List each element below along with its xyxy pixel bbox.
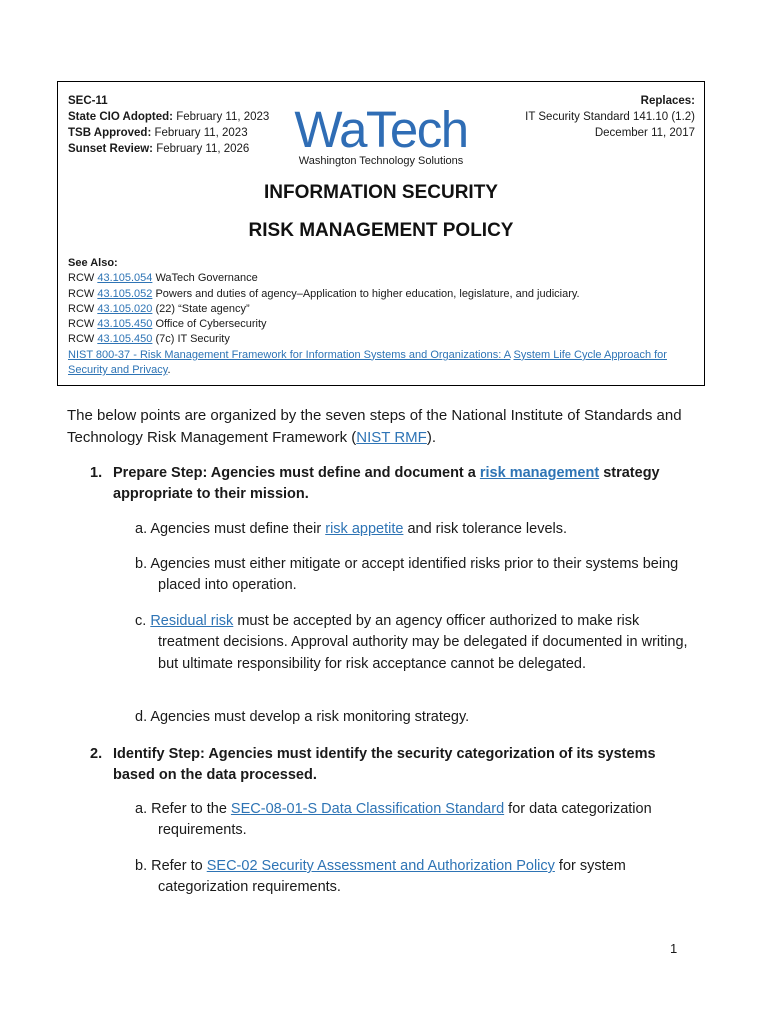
page-title: INFORMATION SECURITY — [264, 182, 498, 203]
step-number: 1. — [90, 465, 103, 481]
replaces-block — [525, 93, 695, 141]
page-subtitle: RISK MANAGEMENT POLICY — [248, 220, 514, 241]
rcw-link[interactable]: 43.105.020 — [97, 302, 153, 315]
replaces-standard: IT Security Standard 141.10 (1.2) — [525, 111, 695, 123]
policy-meta — [68, 93, 269, 157]
rcw-link[interactable]: 43.105.450 — [97, 333, 153, 346]
meta-policy-id: SEC-11 — [68, 95, 108, 107]
replaces-date: December 11, 2017 — [594, 127, 695, 139]
list-item: b. Agencies must either mitigate or accept identified risks prior to their systems being placed into operation. — [135, 556, 679, 594]
watech-logo — [288, 101, 474, 168]
step-number: 2. — [90, 746, 103, 762]
list-item: a. Agencies must define their risk appetite and risk tolerance levels. — [135, 521, 568, 537]
rcw-link[interactable]: 43.105.054 — [97, 272, 153, 285]
see-also-item: RCW 43.105.020 (22) “State agency” — [68, 302, 250, 315]
page-number: 1 — [670, 941, 678, 956]
see-also-heading: See Also: — [68, 257, 118, 269]
document-header — [57, 81, 705, 386]
nist-800-37-link[interactable]: NIST 800-37 - Risk Management Framework for Information Systems and Organizations: A — [68, 348, 511, 361]
meta-sunset-review: Sunset Review: February 11, 2026 — [68, 143, 250, 155]
security-assessment-policy-link[interactable]: SEC-02 Security Assessment and Authorization Policy — [206, 858, 555, 874]
replaces-label: Replaces: — [640, 95, 695, 107]
data-classification-standard-link[interactable]: SEC-08-01-S Data Classification Standard — [230, 801, 505, 817]
risk-appetite-link[interactable]: risk appetite — [325, 521, 404, 537]
meta-cio-adopted: State CIO Adopted: February 11, 2023 — [68, 111, 270, 123]
see-also-item: RCW 43.105.052 Powers and duties of agency–Application to higher education, legislature, and judiciary. — [68, 287, 580, 300]
step-identify: 2. Identify Step: Agencies must identify the security categorization of its systems based on the data processed. — [90, 746, 656, 783]
see-also-item: NIST 800-37 - Risk Management Framework for Information Systems and Organizations: A System Life Cycle Approach for Security and Privacy. — [68, 348, 667, 377]
nist-800-37-link-continued[interactable]: System Life Cycle Approach for Security and Privacy — [68, 348, 667, 377]
see-also-item: RCW 43.105.054 WaTech Governance — [68, 272, 258, 285]
rcw-link[interactable]: 43.105.052 — [97, 287, 153, 300]
rcw-link[interactable]: 43.105.450 — [97, 318, 153, 331]
list-item: b. Refer to SEC-02 Security Assessment and Authorization Policy for system categorization requirements. — [135, 858, 626, 896]
see-also-section — [68, 256, 696, 378]
risk-management-link[interactable]: risk management — [479, 465, 600, 481]
list-item: c. Residual risk must be accepted by an agency officer authorized to make risk treatment decisions. Approval authority may be delegated if documented in writing, but ultimate responsibility for risk acceptance cannot be delegated. — [135, 613, 688, 672]
see-also-item: RCW 43.105.450 Office of Cybersecurity — [68, 318, 267, 331]
residual-risk-link[interactable]: Residual risk — [150, 613, 234, 629]
list-item: a. Refer to the SEC-08-01-S Data Classification Standard for data categorization requirements. — [135, 801, 652, 839]
list-item: d. Agencies must develop a risk monitoring strategy. — [135, 709, 470, 725]
step-prepare: 1. Prepare Step: Agencies must define and document a risk management strategy appropriate to their mission. — [90, 465, 660, 502]
nist-rmf-link[interactable]: NIST RMF — [356, 428, 427, 446]
logo-wordmark: WaTech — [294, 101, 468, 158]
see-also-item: RCW 43.105.450 (7c) IT Security — [68, 333, 230, 346]
intro-paragraph: The below points are organized by the seven steps of the National Institute of Standards and Technology Risk Management Framework (NIST RMF). — [67, 407, 682, 446]
logo-tagline: Washington Technology Solutions — [298, 155, 464, 167]
meta-tsb-approved: TSB Approved: February 11, 2023 — [68, 127, 248, 139]
